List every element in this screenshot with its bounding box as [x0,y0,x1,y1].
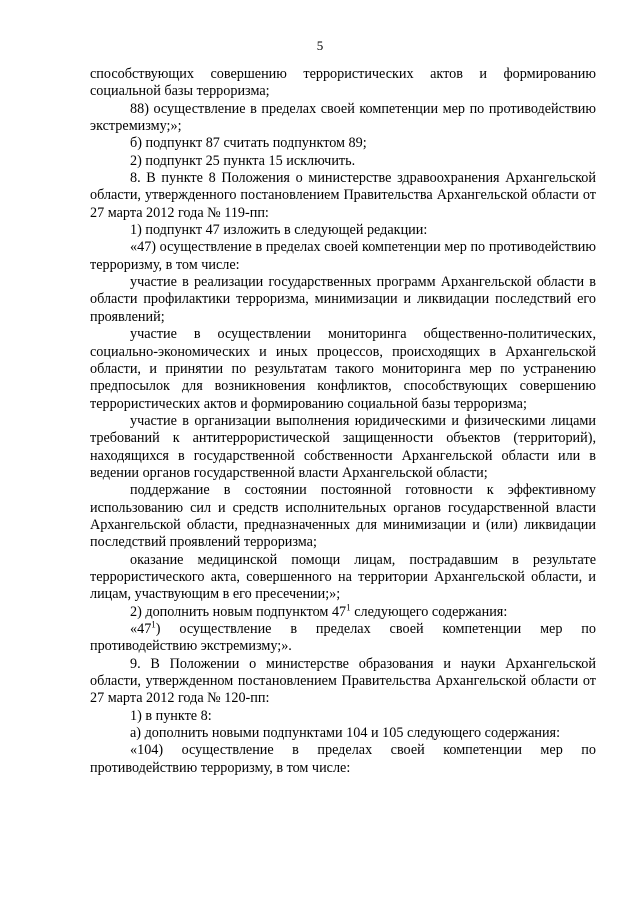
paragraph-text: участие в организации выполнения юридическими и физическими лицами требований к антитеррористической защищенности объектов (территорий), находящихся в государственной собственности Архангельской области или в ведении органов государственной власти Архангельской области; [90,412,596,481]
paragraph-text: 1) в пункте 8: [130,707,212,724]
paragraph-10 [90,482,596,551]
paragraph-13 [90,621,596,656]
paragraph-text: 1) подпункт 47 изложить в следующей редакции: [130,222,428,239]
paragraph-3 [90,153,596,170]
paragraph-5 [90,222,596,239]
page-number: 5 [316,38,324,53]
paragraph-9 [90,413,596,482]
paragraph-1 [90,101,596,136]
paragraph-text: «104) осуществление в пределах своей компетенции мер по противодействию терроризму, в том числе: [90,742,596,776]
paragraph-15 [90,708,596,725]
paragraph-text: б) подпункт 87 считать подпунктом 89; [130,135,367,152]
document-body [90,66,596,777]
paragraph-14 [90,656,596,708]
paragraph-text: «47) осуществление в пределах своей компетенции мер по противодействию терроризму, в том числе: [90,239,596,273]
paragraph-text: способствующих совершению террористических актов и формированию социальной базы терроризма; [90,66,596,100]
superscript: 1 [151,619,156,630]
paragraph-17 [90,742,596,777]
paragraph-text: участие в реализации государственных программ Архангельской области в области профилактики терроризма, минимизации и ликвидации последствий его проявлений; [90,274,596,325]
paragraph-text: 2) дополнить новым подпунктом 47 [130,603,347,620]
paragraph-text: поддержание в состоянии постоянной готовности к эффективному использованию сил и средств исполнительных органов государственной власти Архангельской области, предназначенных для минимизации и (или) ликвидации последствий проявлений терроризма; [90,482,596,551]
paragraph-6 [90,239,596,274]
paragraph-11 [90,552,596,604]
paragraph-text: 88) осуществление в пределах своей компетенции мер по противодействию экстремизму;»; [90,100,596,135]
paragraph-12 [90,601,596,621]
paragraph-7 [90,274,596,326]
paragraph-text: 2) подпункт 25 пункта 15 исключить. [130,152,356,169]
paragraph-text: «47 [130,621,152,637]
paragraph-4 [90,170,596,222]
paragraph-text-tail: ) осуществление в пределах своей компетенции мер по противодействию экстремизму;». [90,621,596,655]
paragraph-0 [90,66,596,101]
paragraph-16 [90,725,596,742]
paragraph-text: а) дополнить новыми подпунктами 104 и 105 следующего содержания: [130,725,561,742]
paragraph-text: 8. В пункте 8 Положения о министерстве здравоохранения Архангельской области, утвержденного постановлением Правительства Архангельской области от 27 марта 2012 года № 119-пп: [90,170,596,221]
paragraph-8 [90,326,596,413]
paragraph-text-tail: следующего содержания: [350,603,508,620]
paragraph-text: оказание медицинской помощи лицам, пострадавшим в результате террористического акта, совершенного на территории Архангельской области, и лицам, участвующим в его пресечении;»; [90,551,596,603]
paragraph-text: 9. В Положении о министерстве образования и науки Архангельской области, утвержденном постановлением Правительства Архангельской области от 27 марта 2012 года № 120-пп: [90,655,596,707]
superscript: 1 [346,601,351,612]
paragraph-2 [90,135,596,152]
paragraph-text: участие в осуществлении мониторинга общественно-политических, социально-экономических и иных процессов, происходящих в Архангельской области, и принятии по результатам такого мониторинга мер по устранению предпосылок для возникновения конфликтов, способствующих совершению террористических актов и формированию социальной базы терроризма; [90,326,596,412]
